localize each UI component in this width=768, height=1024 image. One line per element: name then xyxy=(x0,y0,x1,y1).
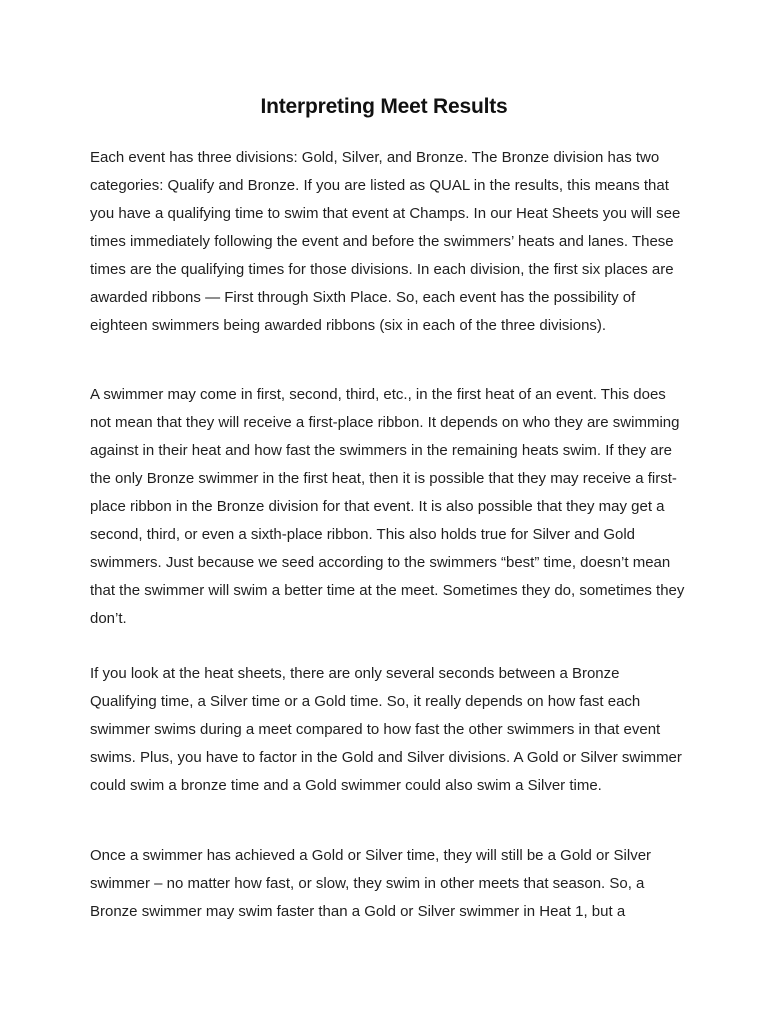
page-title: Interpreting Meet Results xyxy=(260,95,508,118)
paragraph-divisions: Each event has three divisions: Gold, Silver, and Bronze. The Bronze division has two categories: Qualify and Bronze. If you are listed as QUAL in the results, this means that you have a qualifying time to swim that event at Champs. In our Heat Sheets you will see times immediately following the event and before the swimmers’ heats and lanes. These times are the qualifying times for those divisions. In each division, the first six places are awarded ribbons — First through Sixth Place. So, each event has the possibility of eighteen swimmers being awarded ribbons (six in each of the three divisions). xyxy=(90,149,681,334)
paragraph-heat-placement: A swimmer may come in first, second, third, etc., in the first heat of an event. This does not mean that they will receive a first-place ribbon. It depends on who they are swimming against in their heat and how fast the swimmers in the remaining heats swim. If they are the only Bronze swimmer in the first heat, then it is possible that they may receive a first-place ribbon in the Bronze division for that event. It is also possible that they may get a second, third, or even a sixth-place ribbon. This also holds true for Silver and Gold swimmers. Just because we seed according to the swimmers “best” time, doesn’t mean that the swimmer will swim a better time at the meet. Sometimes they do, sometimes they don’t. xyxy=(90,386,685,627)
paragraph-gold-silver-status: Once a swimmer has achieved a Gold or Silver time, they will still be a Gold or Silver swimmer – no matter how fast, or slow, they swim in other meets that season. So, a Bronze swimmer may swim faster than a Gold or Silver swimmer in Heat 1, but a xyxy=(90,847,652,920)
paragraph-heat-sheets: If you look at the heat sheets, there are only several seconds between a Bronze Qualifying time, a Silver time or a Gold time. So, it really depends on how fast each swimmer swims during a meet compared to how fast the other swimmers in that event swims. Plus, you have to factor in the Gold and Silver divisions. A Gold or Silver swimmer could swim a bronze time and a Gold swimmer could also swim a Silver time. xyxy=(90,665,682,794)
